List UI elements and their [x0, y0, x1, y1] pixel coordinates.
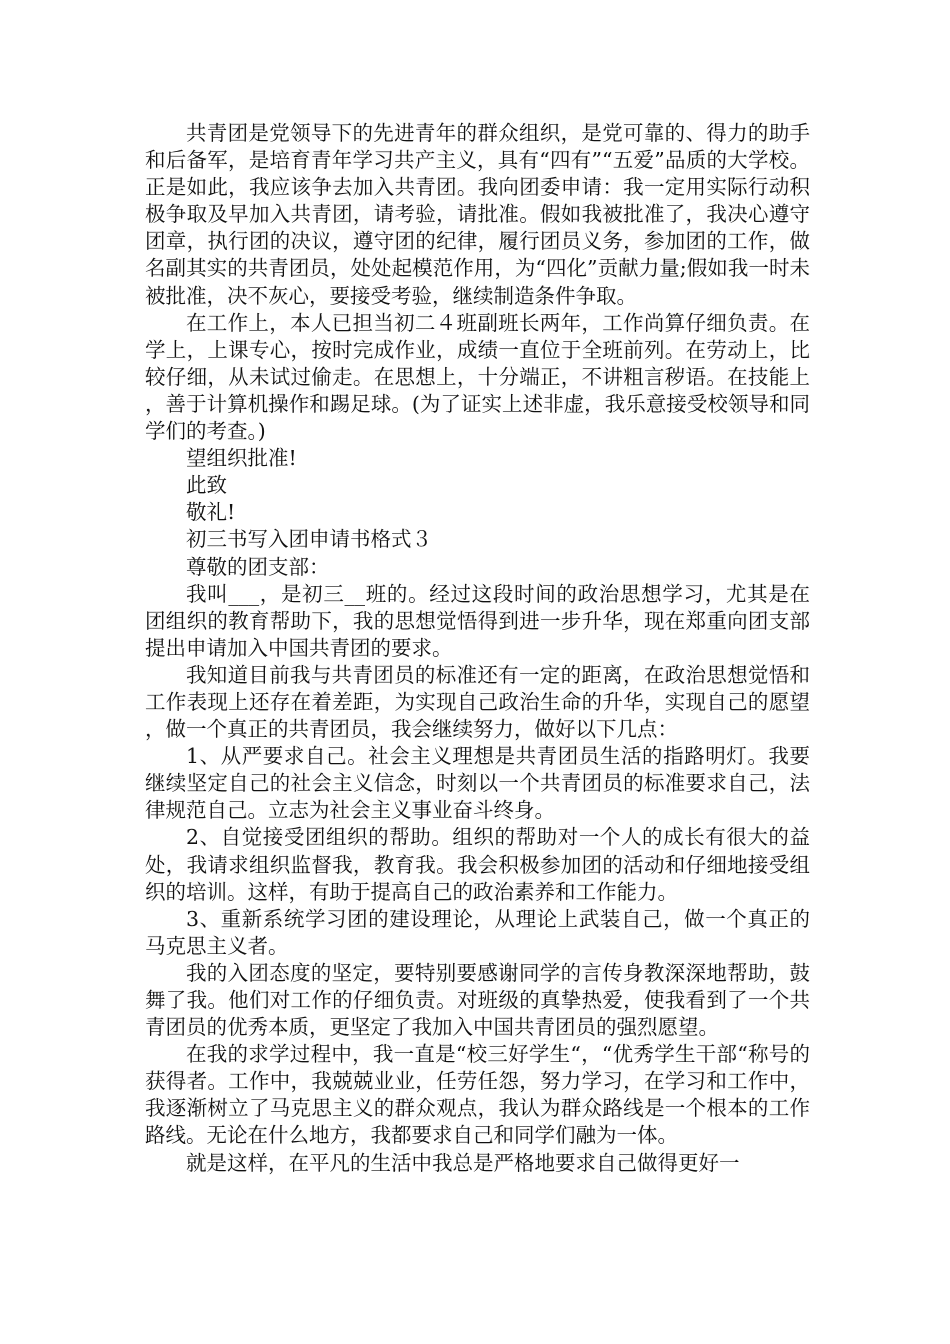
salutation: 尊敬的团支部： [186, 554, 330, 579]
paragraph-self-introduction: 我叫___，是初三__班的。经过这段时间的政治思想学习，尤其是在团组织的教育帮助下，我的思想觉悟得到进一步升华，现在郑重向团支部提出申请加入中国共青团的要求。 [145, 581, 810, 660]
list-item-3: 3、重新系统学习团的建设理论，从理论上武装自己，做一个真正的马克思主义者。 [145, 906, 810, 958]
paragraph-youth-league-intro: 共青团是党领导下的先进青年的群众组织，是党可靠的、得力的助手和后备军，是培育青年学习共产主义，具有“四有”“五爱”品质的大学校。正是如此，我应该争去加入共青团。我向团委申请：我一定用实际行动积极争取及早加入共青团，请考验，请批准。假如我被批准了，我决心遵守团章，执行团的决议，遵守团的纪律，履行团员义务，参加团的工作，做名副其实的共青团员，处处起模范作用，为“四化”贡献力量;假如我一时未被批准，决不灰心，要接受考验，继续制造条件争取。 [145, 121, 810, 308]
closing-cizhi: 此致 [186, 473, 227, 498]
paragraph-gap-acknowledgement: 我知道目前我与共青团员的标准还有一定的距离，在政治思想觉悟和工作表现上还存在着差距，为实现自己政治生命的升华，实现自己的愿望，做一个真正的共青团员，我会继续努力，做好以下几点： [145, 662, 810, 742]
paragraph-gratitude: 我的入团态度的坚定，要特别要感谢同学的言传身教深深地帮助，鼓舞了我。他们对工作的仔细负责。对班级的真挚热爱，使我看到了一个共青团员的优秀本质，更坚定了我加入中国共青团员的强烈愿望。 [145, 960, 810, 1040]
paragraph-continuation: 就是这样，在平凡的生活中我总是严格地要求自己做得更好一 [186, 1150, 740, 1175]
list-item-2: 2、自觉接受团组织的帮助。组织的帮助对一个人的成长有很大的益处，我请求组织监督我，教育我。我会积极参加团的活动和仔细地接受组织的培训。这样，有助于提高自己的政治素养和工作能力。 [145, 825, 810, 904]
closing-jingli: 敬礼! [186, 500, 236, 525]
section-heading: 初三书写入团申请书格式３ [186, 527, 432, 552]
paragraph-work-performance: 在工作上，本人已担当初二４班副班长两年，工作尚算仔细负责。在学上，上课专心，按时完成作业，成绩一直位于全班前列。在劳动上，比较仔细，从未试过偷走。在思想上，十分端正，不讲粗言秽语。在技能上，善于计算机操作和踢足球。(为了证实上述非虚，我乐意接受校领导和同学们的考查。) [145, 310, 810, 444]
paragraph-achievements: 在我的求学过程中，我一直是“校三好学生“，“优秀学生干部“称号的获得者。工作中，我兢兢业业，任劳任怨，努力学习，在学习和工作中，我逐渐树立了马克思主义的群众观点，我认为群众路线是一个根本的工作路线。无论在什么地方，我都要求自己和同学们融为一体。 [145, 1042, 810, 1148]
document-body [145, 120, 810, 1177]
closing-request: 望组织批准! [186, 446, 297, 471]
list-item-1: 1、从严要求自己。社会主义理想是共青团员生活的指路明灯。我要继续坚定自己的社会主义信念，时刻以一个共青团员的标准要求自己，法律规范自己。立志为社会主义事业奋斗终身。 [145, 744, 810, 823]
